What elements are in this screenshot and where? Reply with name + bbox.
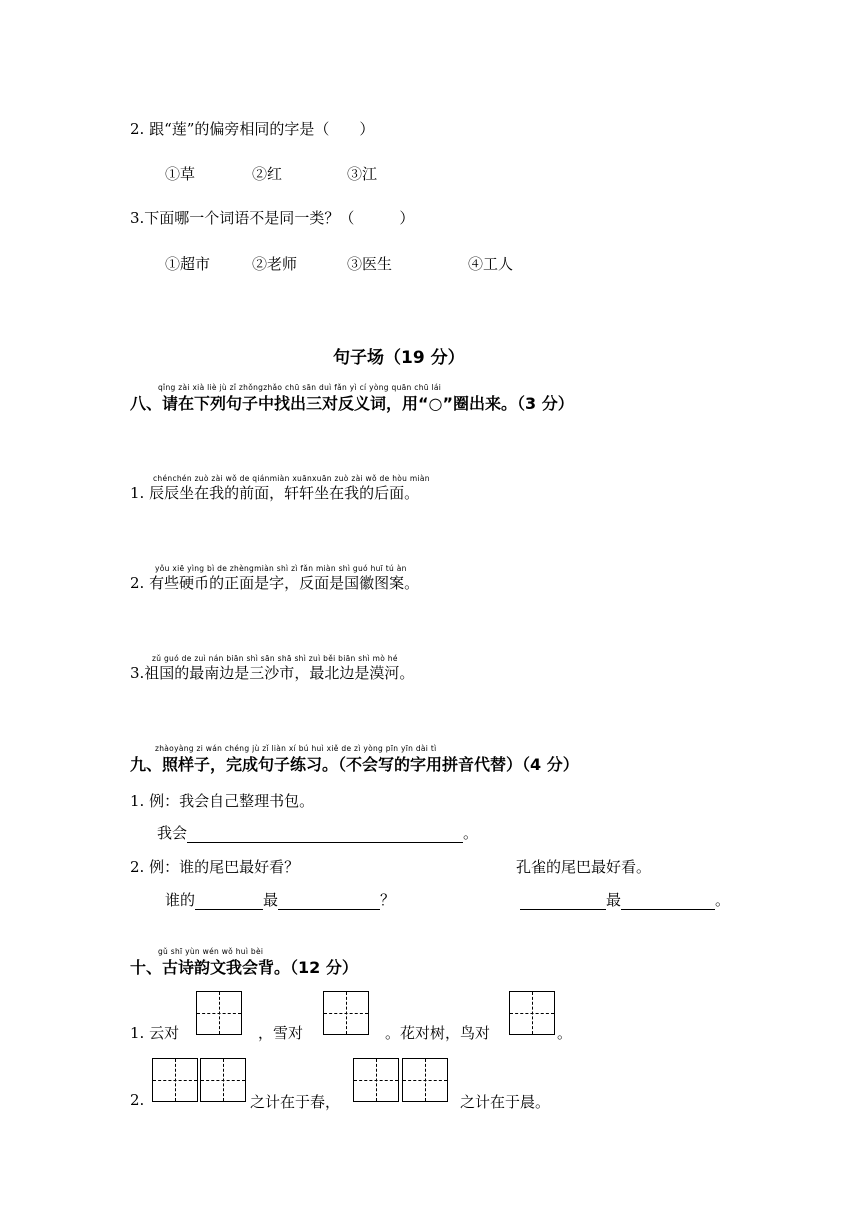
s10-line1-c: 。花对树，鸟对 xyxy=(385,1024,491,1042)
section-title: 句子场（19 分） xyxy=(333,348,465,368)
s9-fill2-right-end: 。 xyxy=(715,891,731,909)
tianzige-box-2[interactable] xyxy=(323,991,369,1035)
fill-blank-2[interactable] xyxy=(195,895,263,910)
q2-option-3: ③江 xyxy=(347,165,378,183)
s9-fill2-left xyxy=(165,889,395,910)
s8-item1-text: 1. 辰辰坐在我的前面，轩轩坐在我的后面。 xyxy=(130,484,420,502)
tianzige-box-3[interactable] xyxy=(509,991,555,1035)
q3-option-3: ③医生 xyxy=(347,255,393,273)
s9-fill2-right-b: 最 xyxy=(606,891,622,909)
question-3-text: 3.下面哪一个词语不是同一类？（ ） xyxy=(130,209,415,227)
q3-option-1: ①超市 xyxy=(165,255,211,273)
s9-fill2-left-a: 谁的 xyxy=(165,891,196,909)
s9-fill1-prefix: 我会 xyxy=(157,824,188,842)
s10-pinyin: gǔ shī yùn wén wǒ huì bèi xyxy=(158,947,264,956)
q2-option-2: ②红 xyxy=(252,165,283,183)
fill-blank-5[interactable] xyxy=(621,895,715,910)
s9-example2: 2. 例：谁的尾巴最好看？ xyxy=(130,858,300,876)
s10-line1-a: 1. 云对 xyxy=(130,1024,180,1042)
s10-line2-a: 2. xyxy=(130,1091,145,1109)
tianzige-box-6[interactable] xyxy=(353,1058,399,1102)
s8-item2-text: 2. 有些硬币的正面是字，反面是国徽图案。 xyxy=(130,574,420,592)
s9-example1: 1. 例：我会自己整理书包。 xyxy=(130,792,315,810)
q3-option-2: ②老师 xyxy=(252,255,298,273)
tianzige-box-7[interactable] xyxy=(402,1058,448,1102)
s10-line2-b: 之计在于春， xyxy=(250,1093,341,1111)
s9-fill1-end: 。 xyxy=(463,824,479,842)
s8-item2-pinyin: yǒu xiē yìng bì de zhèngmiàn shì zì fǎn miàn shì guó huī tú àn xyxy=(155,564,407,573)
s9-fill2-left-b: 最 xyxy=(263,891,279,909)
s8-item3-text: 3.祖国的最南边是三沙市，最北边是漠河。 xyxy=(130,664,415,682)
s8-pinyin: qǐng zài xià liè jù zǐ zhǒngzhǎo chū sān duì fǎn yì cí yòng quān chū lái xyxy=(158,383,442,392)
s9-pinyin: zhàoyàng zi wán chéng jù zǐ liàn xí bú huì xiě de zì yòng pīn yīn dài tì xyxy=(155,744,437,753)
s10-line1-b: ，雪对 xyxy=(258,1024,304,1042)
fill-blank-1[interactable] xyxy=(187,828,463,843)
s9-fill2-left-end: ？ xyxy=(380,891,396,909)
s9-title: 九、照样子，完成句子练习。（不会写的字用拼音代替）（4 分） xyxy=(130,755,579,774)
s9-fill1 xyxy=(157,822,478,843)
tianzige-box-5[interactable] xyxy=(200,1058,246,1102)
q3-option-4: ④工人 xyxy=(468,255,514,273)
s9-fill2-right xyxy=(520,889,730,910)
s8-item3-pinyin: zǔ guó de zuì nán biān shì sān shā shì zuì běi biān shì mò hé xyxy=(152,654,398,663)
s10-title: 十、古诗韵文我会背。（12 分） xyxy=(130,958,358,977)
s10-line2-c: 之计在于晨。 xyxy=(460,1093,551,1111)
s8-item1-pinyin: chénchén zuò zài wǒ de qiánmiàn xuānxuān zuò zài wǒ de hòu miàn xyxy=(153,474,430,483)
tianzige-box-4[interactable] xyxy=(152,1058,198,1102)
q2-option-1: ①草 xyxy=(165,165,196,183)
s9-example2-right: 孔雀的尾巴最好看。 xyxy=(516,858,652,876)
question-2-text: 2. 跟“莲”的偏旁相同的字是（ ） xyxy=(130,120,375,138)
tianzige-box-1[interactable] xyxy=(196,991,242,1035)
fill-blank-3[interactable] xyxy=(278,895,380,910)
s10-line1-d: 。 xyxy=(557,1024,573,1042)
s8-title: 八、请在下列句子中找出三对反义词，用“○”圈出来。（3 分） xyxy=(130,394,574,413)
fill-blank-4[interactable] xyxy=(520,895,606,910)
